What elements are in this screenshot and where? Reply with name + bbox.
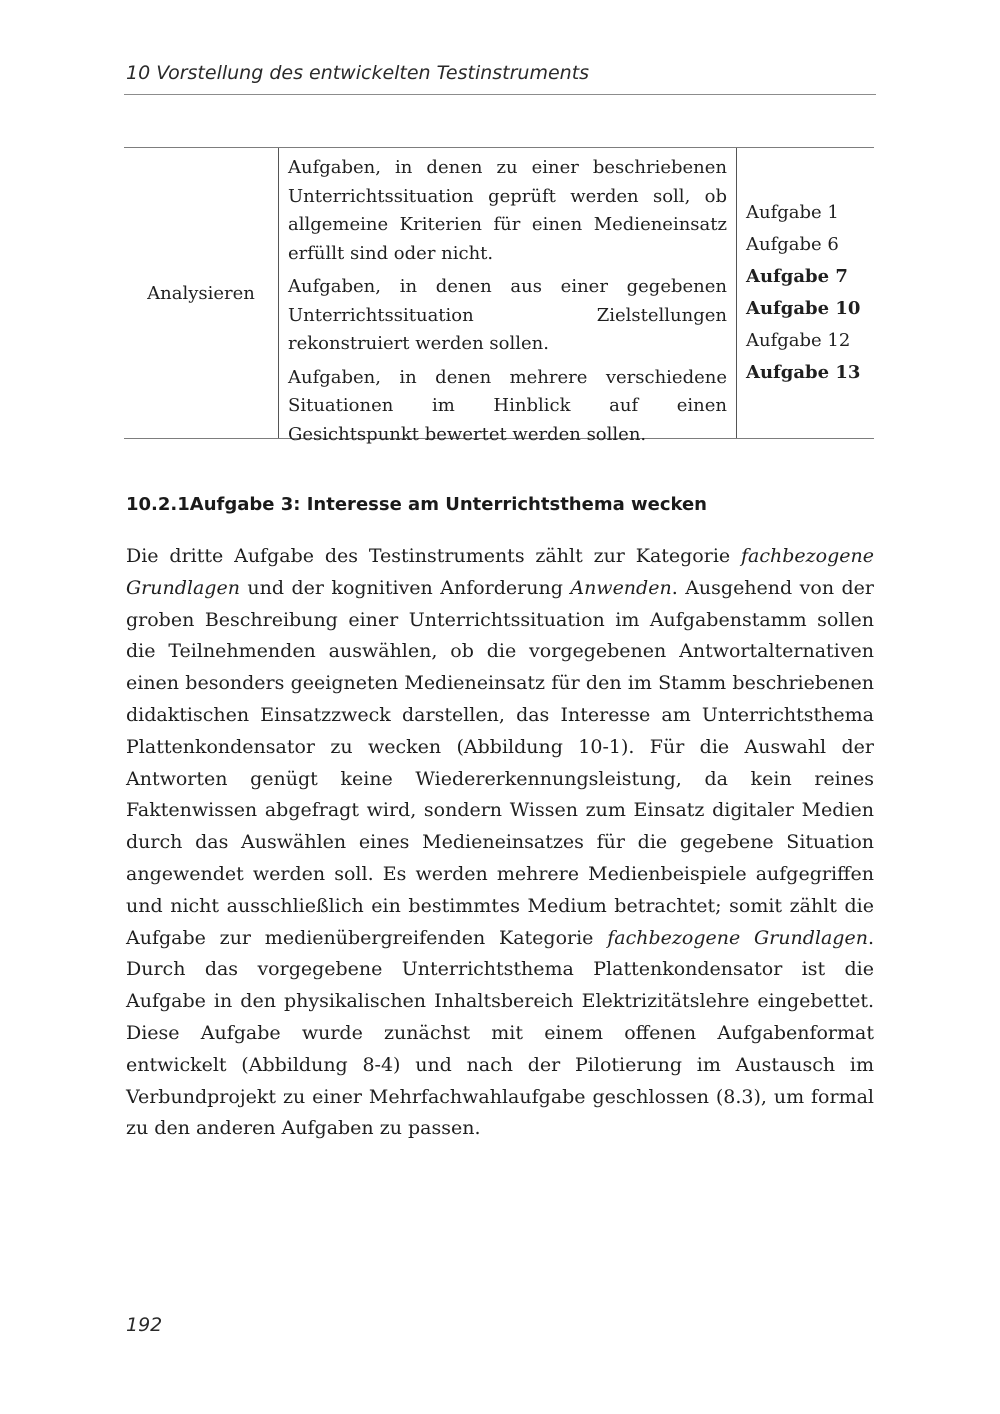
- description-item: Aufgaben, in denen mehrere verschiedene Situationen im Hinblick auf einen Gesichtspunkt bewertet werden sollen.: [288, 366, 727, 445]
- body-text-run: . Ausgehend von der groben Beschreibung einer Unterrichtssituation im Aufgabenstamm sollen die Teilnehmenden auswählen, ob die vorgegebenen Antwortalternativen einen besonders geeigneten Medieneinsatz für den im Stamm beschriebenen didaktischen Einsatzzweck darstellen, das Interesse am Unterrichtsthema Plattenkondensator zu wecken (Abbildung 10-1). Für die Auswahl der Antworten genügt keine Wiedererkennungsleistung, da kein reines Faktenwissen abgefragt wird, sondern Wissen zum Einsatz digitaler Medien durch das Auswählen eines Medieneinsatzes für die gegebene Situation angewendet werden soll. Es werden mehrere Medienbeispiele aufgegriffen und nicht ausschließlich ein bestimmtes Medium betrachtet; somit zählt die Aufgabe zur medienübergreifenden Kategorie: [126, 576, 874, 949]
- section-heading: [126, 494, 876, 515]
- body-text-run: und der kognitiven Anforderung: [239, 576, 571, 599]
- emphasis-term: fachbezogene Grundlagen: [126, 545, 874, 599]
- emphasis-term: Anwenden: [570, 576, 672, 599]
- body-paragraph: [126, 541, 874, 1145]
- emphasis-term: fachbezogene Grundlagen: [607, 926, 868, 949]
- page-number: 192: [126, 1314, 163, 1336]
- task-item-bold: Aufgabe 7: [746, 266, 848, 287]
- section-title: Aufgabe 3: Interesse am Unterrichtsthema wecken: [189, 494, 707, 515]
- running-head: 10 Vorstellung des entwickelten Testinstruments: [126, 62, 590, 84]
- body-text-run: Die dritte Aufgabe des Testinstruments zählt zur Kategorie: [126, 545, 742, 567]
- description-item: Aufgaben, in denen zu einer beschriebenen Unterrichtssituation geprüft werden soll, ob allgemeine Kriterien für einen Medieneinsatz erfüllt sind oder nicht.: [288, 157, 727, 264]
- task-item-bold: Aufgabe 10: [746, 298, 861, 319]
- description-item: Aufgaben, in denen aus einer gegebenen Unterrichtssituation Zielstellungen rekonstruiert werden sollen.: [288, 276, 727, 354]
- section-number: 10.2.1: [126, 494, 190, 515]
- category-label: Analysieren: [147, 282, 255, 304]
- header-rule: [124, 94, 876, 95]
- task-item-bold: Aufgabe 13: [746, 362, 861, 383]
- task-item: Aufgabe 1: [746, 202, 839, 223]
- task-list-cell: [737, 148, 874, 438]
- category-cell: [124, 148, 279, 438]
- description-cell: [279, 148, 737, 445]
- competency-table: [124, 147, 874, 445]
- body-text-run: . Durch das vorgegebene Unterrichtsthema Plattenkondensator ist die Aufgabe in den physikalischen Inhaltsbereich Elektrizitätslehre eingebettet. Diese Aufgabe wurde zunächst mit einem offenen Aufgabenformat entwickelt (Abbildung 8-4) und nach der Pilotierung im Austausch im Verbundprojekt zu einer Mehrfachwahlaufgabe geschlossen (8.3), um formal zu den anderen Aufgaben zu passen.: [126, 926, 874, 1140]
- task-item: Aufgabe 12: [746, 330, 851, 351]
- task-item: Aufgabe 6: [746, 234, 839, 255]
